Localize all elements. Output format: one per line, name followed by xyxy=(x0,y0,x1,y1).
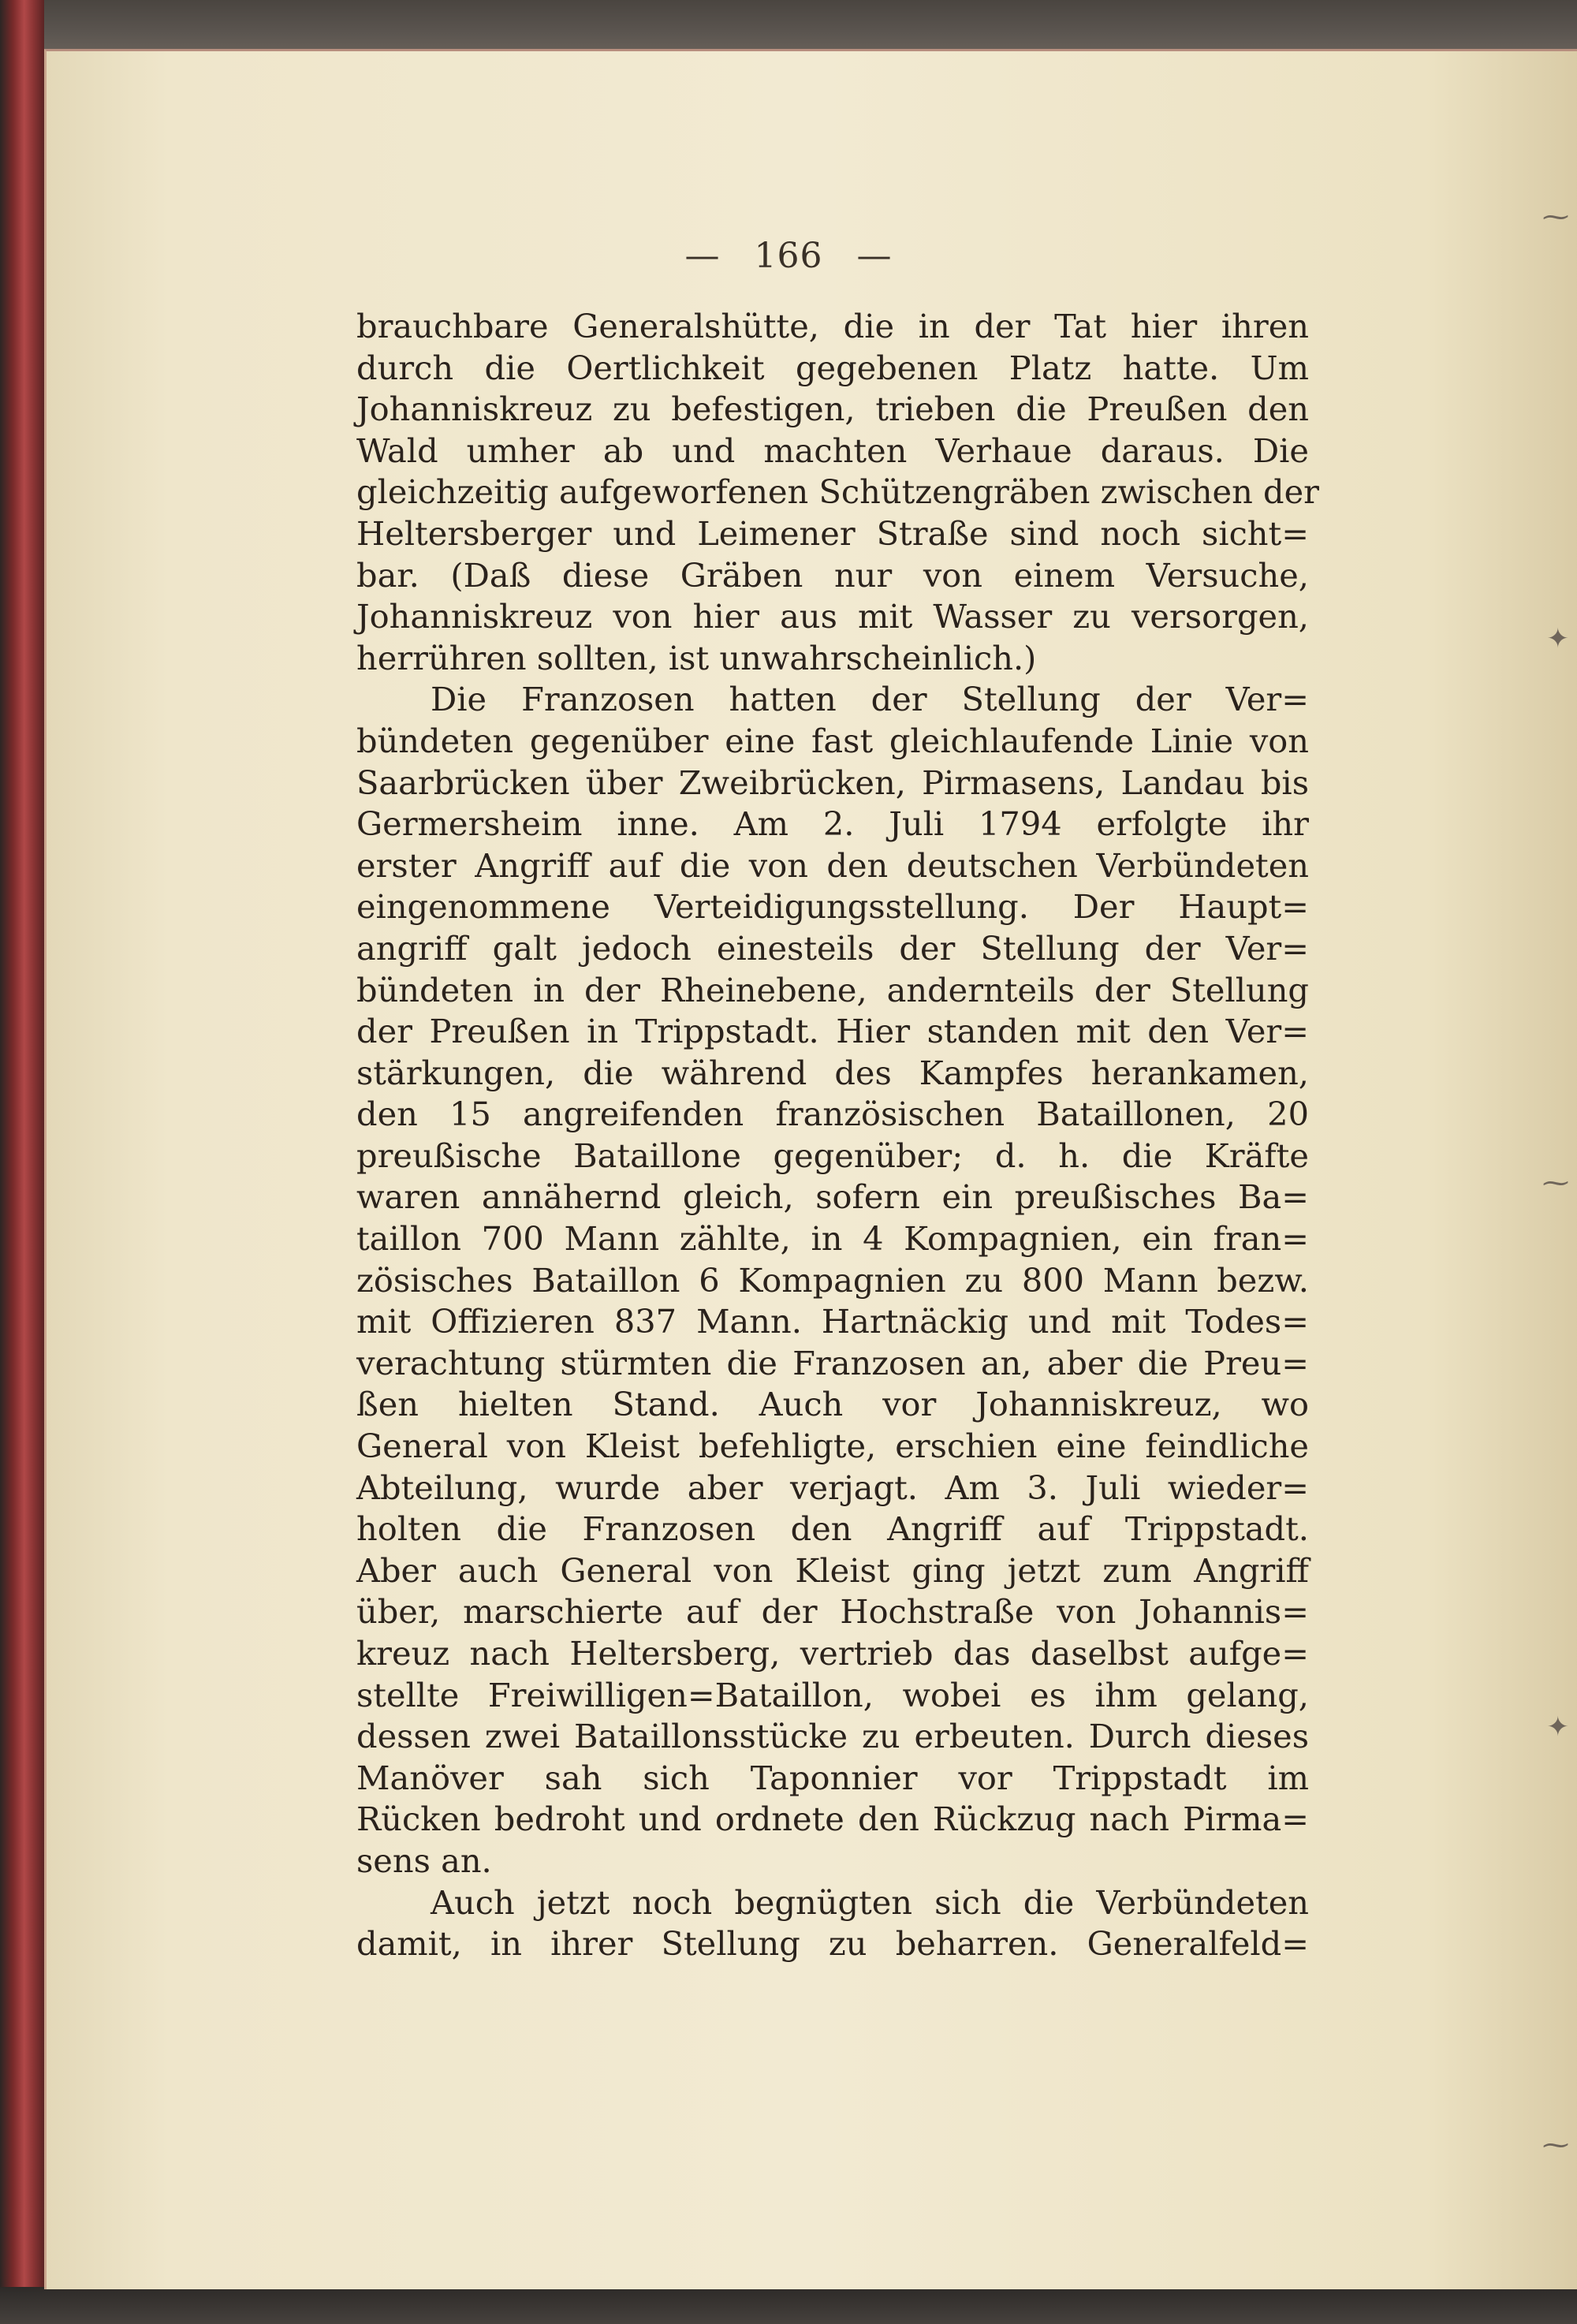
text-line: Johanniskreuz zu befestigen, trieben die Preußen den xyxy=(356,390,1309,429)
book-spine-edge xyxy=(0,0,44,2324)
text-line: kreuz nach Heltersberg, vertrieb das daselbst aufge= xyxy=(356,1634,1309,1673)
text-line: Auch jetzt noch begnügten sich die Verbündeten xyxy=(431,1882,1309,1922)
header-dash-right: — xyxy=(856,236,893,276)
text-line: Rücken bedroht und ordnete den Rückzug nach Pirma= xyxy=(356,1800,1309,1839)
text-line: durch die Oertlichkeit gegebenen Platz hatte. Um xyxy=(356,348,1309,387)
text-line: waren annähernd gleich, sofern ein preußisches Ba= xyxy=(356,1177,1309,1217)
text-line: über, marschierte auf der Hochstraße von Johannis= xyxy=(356,1592,1309,1632)
text-line: sens an. xyxy=(356,1841,492,1880)
edge-mark-icon: ✦ xyxy=(1546,623,1569,655)
text-line: stärkungen, die während des Kampfes herankamen, xyxy=(356,1053,1309,1092)
text-line: erster Angriff auf die von den deutschen Verbündeten xyxy=(356,845,1309,885)
text-line: Aber auch General von Kleist ging jetzt zum Angriff xyxy=(356,1550,1309,1590)
edge-mark-icon: ✦ xyxy=(1546,1711,1569,1743)
text-line: Die Franzosen hatten der Stellung der Ver= xyxy=(431,680,1309,719)
text-line: taillon 700 Mann zählte, in 4 Kompagnien, ein fran= xyxy=(356,1219,1309,1259)
text-line: General von Kleist befehligte, erschien eine feindliche xyxy=(356,1427,1309,1466)
page-number: 166 xyxy=(754,236,823,276)
text-line: verachtung stürmten die Franzosen an, aber die Preu= xyxy=(356,1343,1309,1382)
text-line: zösisches Bataillon 6 Kompagnien zu 800 Mann bezw. xyxy=(356,1260,1309,1300)
text-line: Manöver sah sich Taponnier vor Trippstadt im xyxy=(356,1758,1309,1797)
text-line: der Preußen in Trippstadt. Hier standen mit den Ver= xyxy=(356,1012,1309,1051)
book-cover-top xyxy=(0,0,1577,55)
text-line: herrühren sollten, ist unwahrscheinlich.) xyxy=(356,638,1037,677)
text-line: eingenommene Verteidigungsstellung. Der Haupt= xyxy=(356,887,1309,927)
text-line: ßen hielten Stand. Auch vor Johanniskreuz, wo xyxy=(356,1385,1309,1424)
text-line: gleichzeitig aufgeworfenen Schützengräben zwischen der xyxy=(356,472,1319,512)
page-header xyxy=(0,237,1577,276)
text-line: brauchbare Generalshütte, die in der Tat hier ihren xyxy=(356,307,1309,345)
text-line: mit Offizieren 837 Mann. Hartnäckig und mit Todes= xyxy=(356,1302,1309,1341)
text-line: bündeten gegenüber eine fast gleichlaufende Linie von xyxy=(356,721,1309,760)
book-cover-bottom xyxy=(0,2287,1577,2324)
text-line: Germersheim inne. Am 2. Juli 1794 erfolgte ihr xyxy=(356,804,1309,844)
text-line: preußische Bataillone gegenüber; d. h. die Kräfte xyxy=(356,1136,1309,1175)
text-line: Johanniskreuz von hier aus mit Wasser zu versorgen, xyxy=(356,597,1309,636)
text-line: damit, in ihrer Stellung zu beharren. Generalfeld= xyxy=(356,1924,1309,1964)
text-line: stellte Freiwilligen=Bataillon, wobei es ihm gelang, xyxy=(356,1675,1309,1714)
header-dash-left: — xyxy=(684,236,721,276)
text-line: angriff galt jedoch einesteils der Stellung der Ver= xyxy=(356,928,1309,968)
edge-mark-icon: ⁓ xyxy=(1542,1167,1569,1199)
text-line: dessen zwei Bataillonsstücke zu erbeuten. Durch dieses xyxy=(356,1717,1309,1756)
text-line: Wald umher ab und machten Verhaue daraus. Die xyxy=(356,431,1309,470)
text-line: bar. (Daß diese Gräben nur von einem Versuche, xyxy=(356,555,1309,595)
edge-mark-icon: ⁓ xyxy=(1542,201,1569,233)
body-text xyxy=(356,306,1319,1965)
text-line: Abteilung, wurde aber verjagt. Am 3. Juli wieder= xyxy=(356,1468,1309,1507)
text-line: Heltersberger und Leimener Straße sind noch sicht= xyxy=(356,513,1309,553)
text-line: den 15 angreifenden französischen Bataillonen, 20 xyxy=(356,1095,1309,1134)
edge-mark-icon: ⁓ xyxy=(1542,2129,1569,2161)
text-line: bündeten in der Rheinebene, andernteils der Stellung xyxy=(356,970,1309,1009)
text-line: Saarbrücken über Zweibrücken, Pirmasens, Landau bis xyxy=(356,763,1309,802)
text-line: holten die Franzosen den Angriff auf Trippstadt. xyxy=(356,1509,1309,1549)
